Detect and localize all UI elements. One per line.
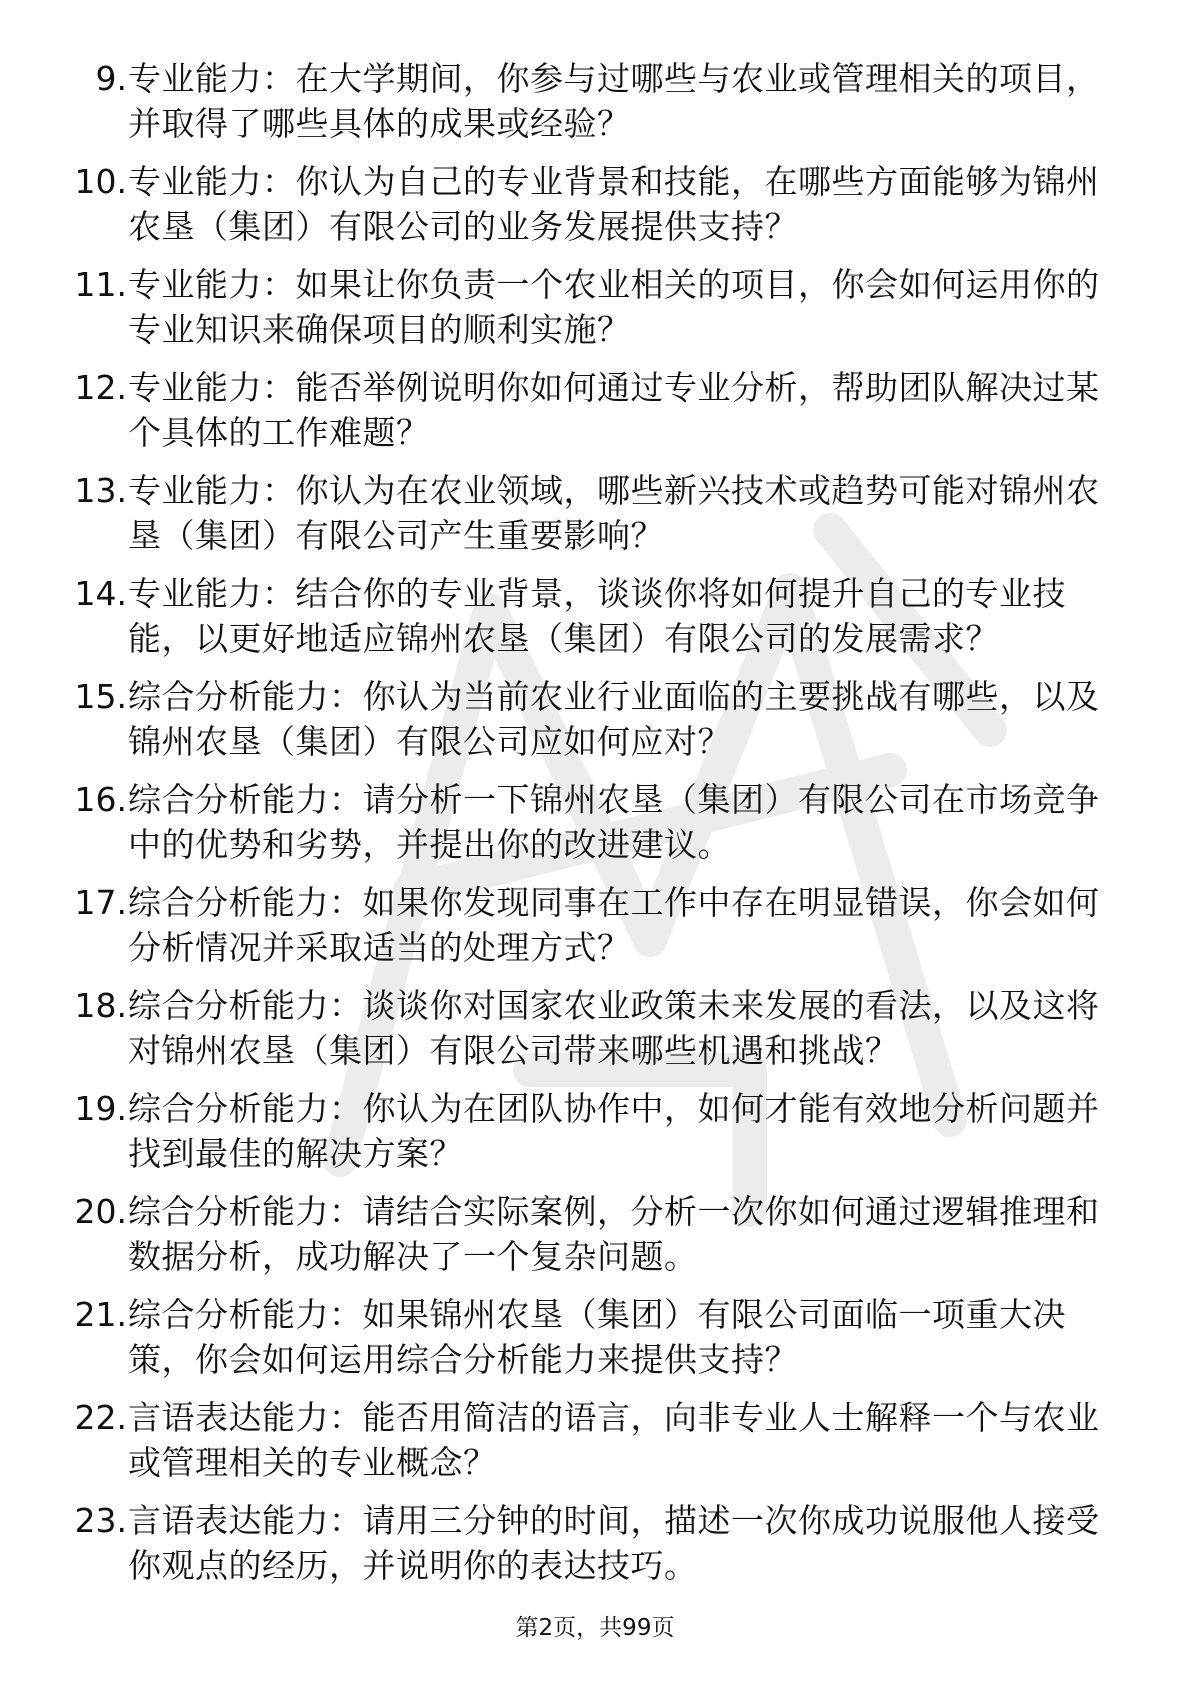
question-item	[0, 777, 1190, 880]
question-text: 专业能力：能否举例说明你如何通过专业分析，帮助团队解决过某个具体的工作难题？	[128, 368, 1100, 452]
question-item	[0, 159, 1190, 262]
question-number: 18.	[74, 986, 127, 1025]
question-item	[0, 1086, 1190, 1189]
question-text: 综合分析能力：你认为在团队协作中，如何才能有效地分析问题并找到最佳的解决方案？	[128, 1089, 1100, 1173]
question-item	[0, 1189, 1190, 1292]
question-number: 14.	[74, 574, 127, 613]
question-item	[0, 1498, 1190, 1601]
question-item	[0, 468, 1190, 571]
question-text: 综合分析能力：谈谈你对国家农业政策未来发展的看法，以及这将对锦州农垦（集团）有限公司带来哪些机遇和挑战？	[128, 986, 1100, 1070]
question-number: 21.	[74, 1295, 127, 1334]
question-number: 10.	[74, 162, 127, 201]
question-item	[0, 1292, 1190, 1395]
question-item	[0, 365, 1190, 468]
question-number: 23.	[74, 1501, 127, 1540]
question-text: 专业能力：你认为在农业领域，哪些新兴技术或趋势可能对锦州农垦（集团）有限公司产生重要影响？	[128, 471, 1100, 555]
question-text: 综合分析能力：请结合实际案例，分析一次你如何通过逻辑推理和数据分析，成功解决了一个复杂问题。	[128, 1192, 1100, 1276]
question-number: 16.	[74, 780, 127, 819]
question-number: 13.	[74, 471, 127, 510]
question-number: 15.	[74, 677, 127, 716]
question-text: 综合分析能力：你认为当前农业行业面临的主要挑战有哪些，以及锦州农垦（集团）有限公司应如何应对？	[128, 677, 1100, 761]
question-number: 19.	[74, 1089, 127, 1128]
question-text: 专业能力：在大学期间，你参与过哪些与农业或管理相关的项目，并取得了哪些具体的成果或经验？	[128, 59, 1100, 143]
question-list	[0, 56, 1190, 1601]
question-item	[0, 56, 1190, 159]
question-number: 11.	[74, 265, 127, 304]
question-text: 言语表达能力：请用三分钟的时间，描述一次你成功说服他人接受你观点的经历，并说明你的表达技巧。	[128, 1501, 1100, 1585]
question-number: 12.	[74, 368, 127, 407]
question-number: 22.	[74, 1398, 127, 1437]
question-text: 专业能力：结合你的专业背景，谈谈你将如何提升自己的专业技能，以更好地适应锦州农垦（集团）有限公司的发展需求？	[128, 574, 1066, 658]
question-item	[0, 571, 1190, 674]
question-text: 综合分析能力：如果你发现同事在工作中存在明显错误，你会如何分析情况并采取适当的处理方式？	[128, 883, 1100, 967]
question-number: 20.	[74, 1192, 127, 1231]
question-number: 9.	[95, 59, 127, 98]
question-text: 专业能力：你认为自己的专业背景和技能，在哪些方面能够为锦州农垦（集团）有限公司的业务发展提供支持？	[128, 162, 1100, 246]
question-number: 17.	[74, 883, 127, 922]
question-item	[0, 1395, 1190, 1498]
question-text: 言语表达能力：能否用简洁的语言，向非专业人士解释一个与农业或管理相关的专业概念？	[128, 1398, 1100, 1482]
question-item	[0, 880, 1190, 983]
question-item	[0, 983, 1190, 1086]
page-number: 第2页，共99页	[515, 1615, 675, 1641]
question-text: 综合分析能力：如果锦州农垦（集团）有限公司面临一项重大决策，你会如何运用综合分析能力来提供支持？	[128, 1295, 1066, 1379]
question-text: 综合分析能力：请分析一下锦州农垦（集团）有限公司在市场竞争中的优势和劣势，并提出你的改进建议。	[128, 780, 1100, 864]
question-item	[0, 674, 1190, 777]
question-item	[0, 262, 1190, 365]
question-text: 专业能力：如果让你负责一个农业相关的项目，你会如何运用你的专业知识来确保项目的顺利实施？	[128, 265, 1100, 349]
